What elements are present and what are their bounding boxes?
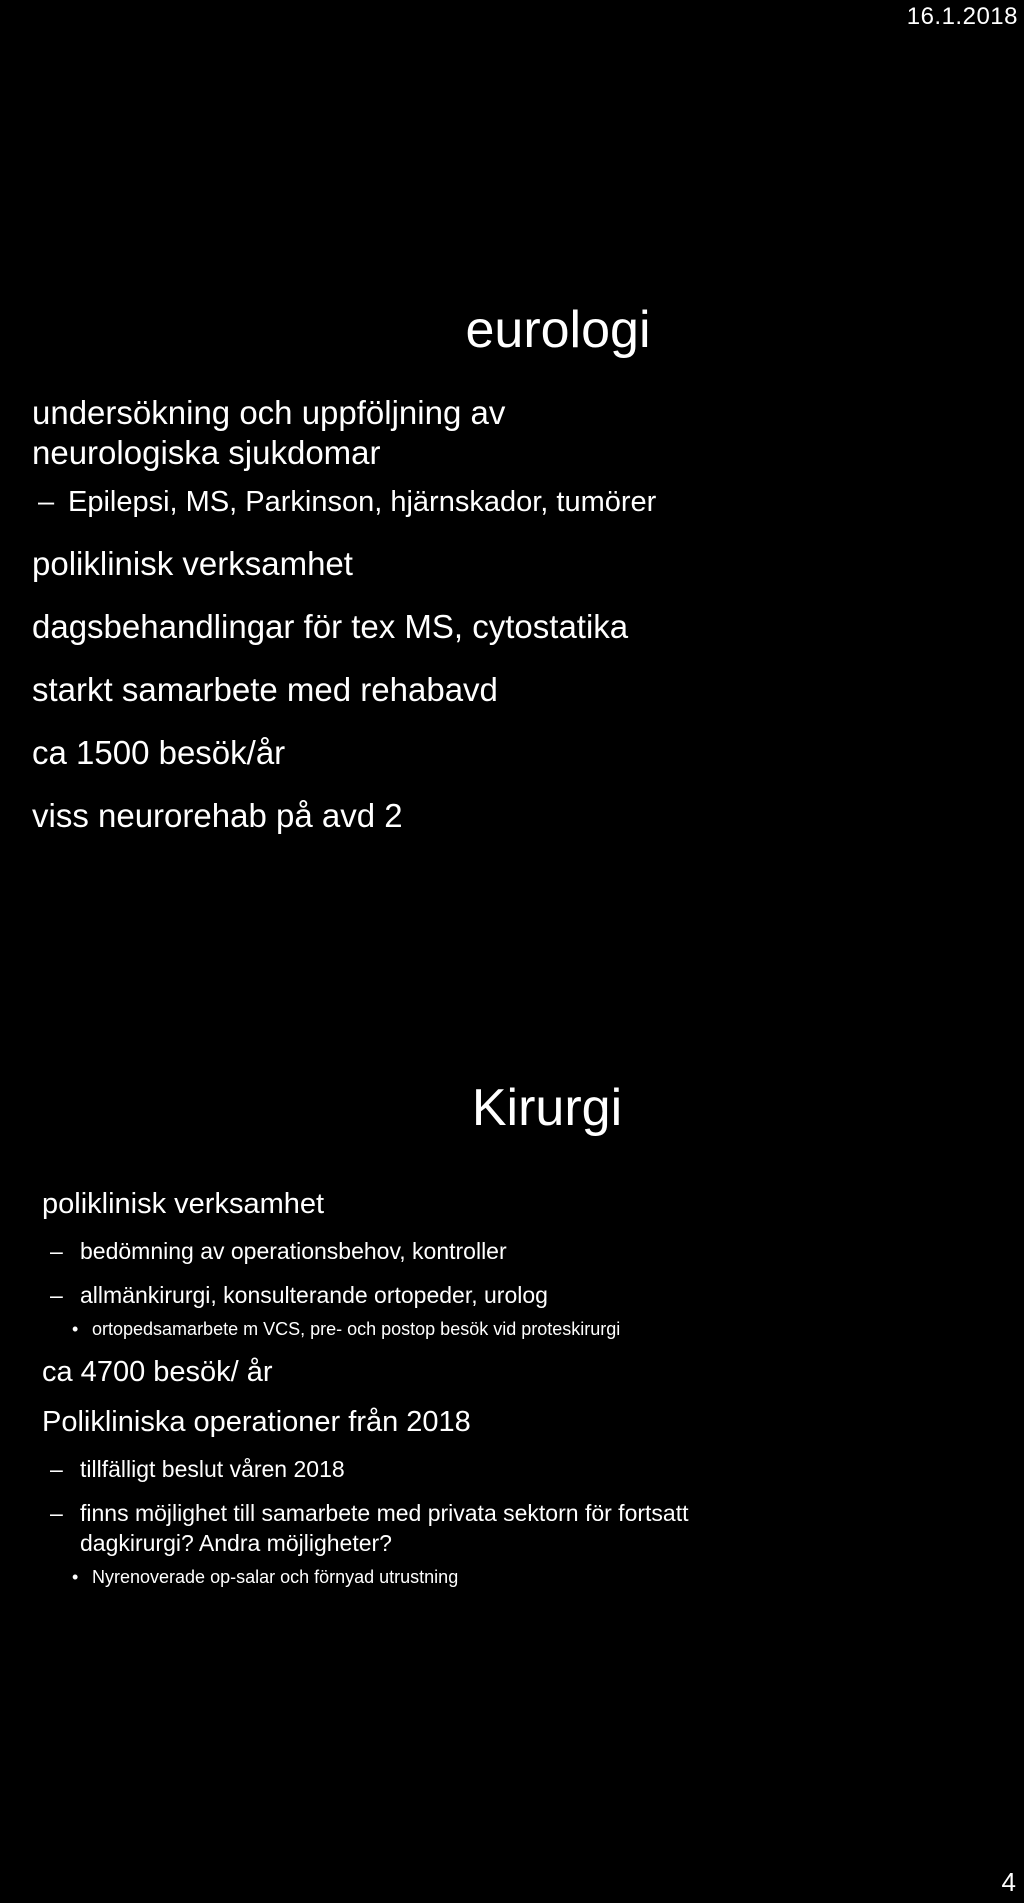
dash-bullet-icon: –: [50, 1238, 63, 1264]
list-item: viss neurorehab på avd 2: [32, 797, 403, 834]
list-item-line: neurologiska sjukdomar: [32, 434, 381, 471]
document-date: 16.1.2018: [906, 3, 1018, 30]
sub-sub-list-item-text: Nyrenoverade op-salar och förnyad utrustning: [92, 1567, 459, 1587]
bullet-list: [0, 393, 1024, 859]
dash-bullet-icon: –: [38, 486, 55, 518]
slide-kirurgi: [0, 1000, 1024, 1903]
list-item: ca 1500 besök/år: [32, 734, 286, 771]
dot-bullet-icon: •: [72, 1567, 79, 1587]
list-item: dagsbehandlingar för tex MS, cytostatika: [32, 608, 629, 645]
sub-list-item-text: allmänkirurgi, konsulterande ortopeder, urolog: [80, 1282, 548, 1308]
sub-list-item-text: finns möjlighet till samarbete med privata sektorn för fortsatt dagkirurgi? Andra möjligheter?: [80, 1500, 689, 1556]
list-item: starkt samarbete med rehabavd: [32, 671, 498, 708]
sub-list-item-text: bedömning av operationsbehov, kontroller: [80, 1238, 507, 1264]
list-item: ca 4700 besök/ år: [42, 1356, 273, 1388]
bullet-list: [0, 1186, 1024, 1602]
dash-bullet-icon: –: [50, 1456, 63, 1482]
list-item: poliklinisk verksamhet: [42, 1188, 325, 1220]
sub-list-item-text: tillfälligt beslut våren 2018: [80, 1456, 345, 1482]
list-item: [0, 393, 1024, 473]
sub-list-item: [0, 1236, 1024, 1266]
list-item-line: undersökning och uppföljning av: [32, 394, 506, 431]
slide-title: eurologi: [465, 301, 651, 359]
sub-sub-list-item-text: ortopedsamarbete m VCS, pre- och postop besök vid proteskirurgi: [92, 1319, 621, 1339]
slide-title: Kirurgi: [471, 1079, 623, 1137]
sub-list-item: [0, 484, 1024, 520]
sub-sub-list-item: [0, 1316, 1024, 1342]
sub-list-item: [0, 1280, 1024, 1310]
sub-list-item: [0, 1454, 1024, 1484]
sub-sub-list-item: [0, 1564, 1024, 1590]
sub-list-item: [0, 1498, 1024, 1558]
dash-bullet-icon: –: [50, 1282, 63, 1308]
sub-list-item-text: Epilepsi, MS, Parkinson, hjärnskador, tumörer: [68, 486, 657, 518]
list-item: poliklinisk verksamhet: [32, 545, 353, 582]
dash-bullet-icon: –: [50, 1500, 63, 1526]
list-item: Polikliniska operationer från 2018: [42, 1406, 471, 1438]
page-number: 4: [1001, 1867, 1016, 1897]
dot-bullet-icon: •: [72, 1319, 79, 1339]
